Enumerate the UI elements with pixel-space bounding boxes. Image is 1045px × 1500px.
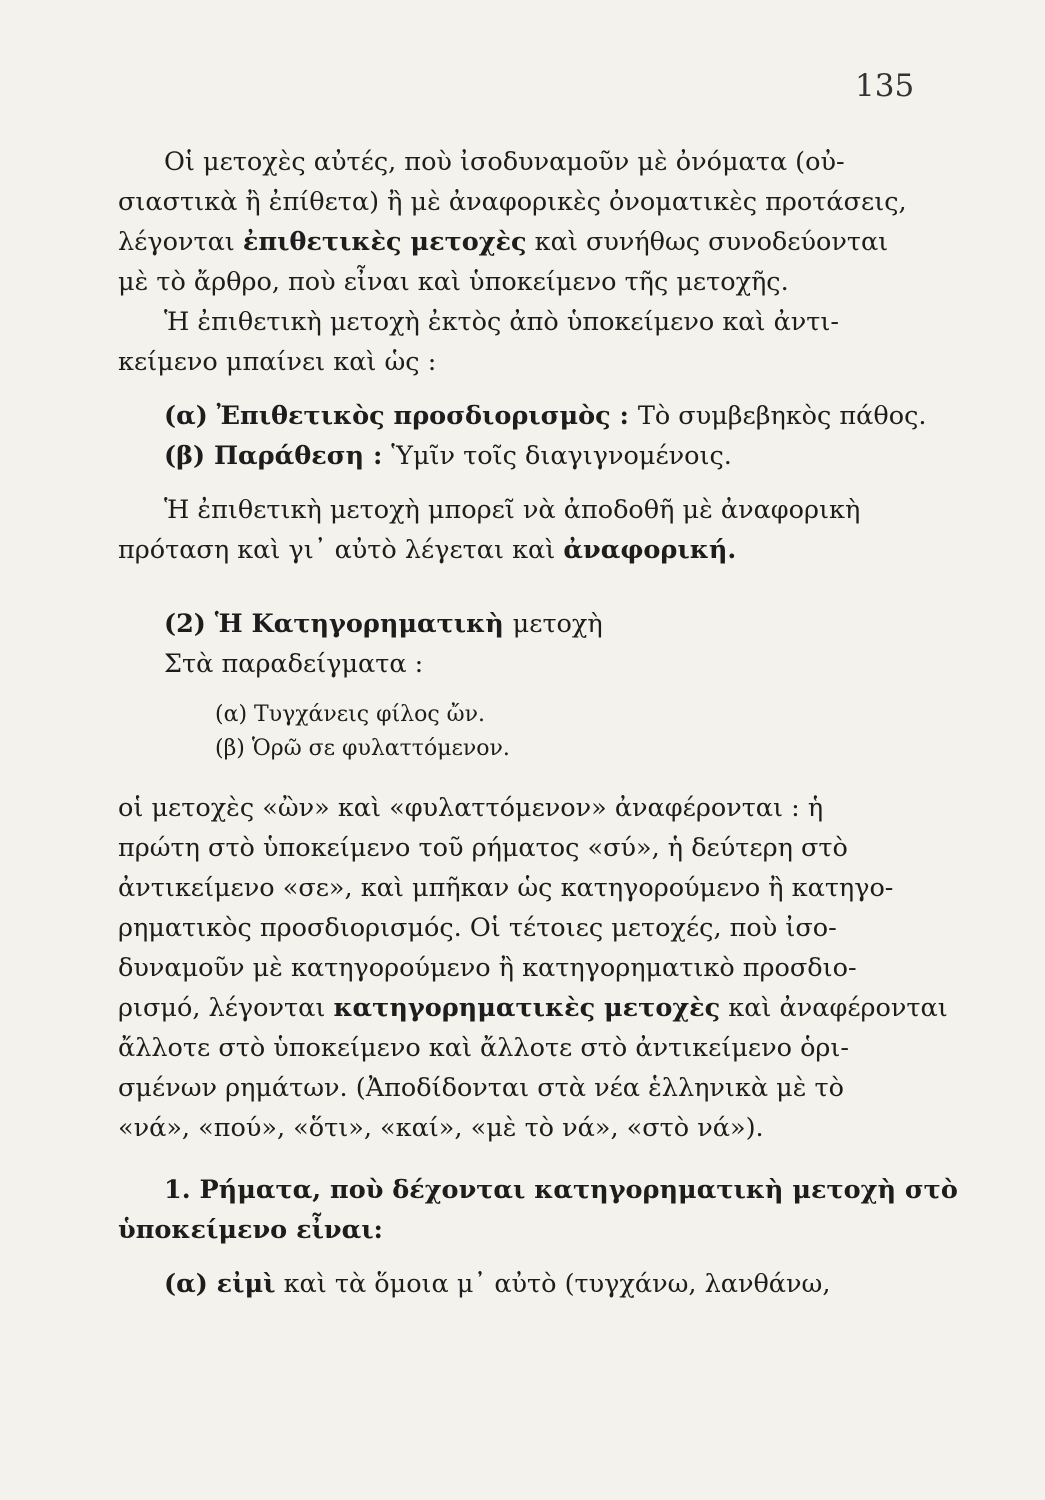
text-line — [118, 868, 930, 908]
example-line — [118, 698, 930, 732]
text-line — [118, 908, 930, 948]
text-line — [118, 1264, 930, 1304]
text-line — [118, 222, 930, 262]
text-span: Ἡ ἐπιθετικὴ μετοχὴ μπορεῖ νὰ ἀποδοθῆ μὲ ἀναφορικὴ — [164, 495, 861, 525]
term-bold: ἀναφορική. — [563, 535, 737, 565]
text-line — [118, 948, 930, 988]
text-span: καὶ ἀναφέρονται — [720, 993, 948, 1023]
text-span: πρώτη στὸ ὑποκείμενο τοῦ ρήματος «σύ», ἡ δεύτερη στὸ — [118, 833, 848, 863]
page-number: 135 — [855, 68, 915, 104]
text-line — [118, 436, 930, 476]
text-line — [118, 262, 930, 302]
text-span: Στὰ παραδείγματα : — [164, 649, 424, 679]
heading-bold: 1. Ρήματα, ποὺ δέχονται κατηγορηματικὴ μετοχὴ στὸ — [164, 1175, 958, 1205]
text-span: ρισμό, λέγονται — [118, 993, 334, 1023]
text-span: λέγονται — [118, 227, 243, 257]
text-line — [118, 788, 930, 828]
text-span: Οἱ μετοχὲς αὐτές, ποὺ ἰσοδυναμοῦν μὲ ὀνόματα (οὐ- — [164, 147, 845, 177]
text-span: Ὑμῖν τοῖς διαγιγνομένοις. — [391, 441, 732, 471]
text-span: καὶ συνήθως συνοδεύονται — [526, 227, 889, 257]
term-bold: κατηγορηματικὲς μετοχὲς — [333, 993, 721, 1023]
example-line — [118, 732, 930, 766]
text-line — [118, 490, 930, 530]
text-span: οἱ μετοχὲς «ὢν» καὶ «φυλαττόμενον» ἀναφέρονται : ἡ — [118, 793, 824, 823]
term-bold: (α) εἰμὶ — [164, 1269, 276, 1299]
text-span: πρόταση καὶ γι᾽ αὐτὸ λέγεται καὶ — [118, 535, 564, 565]
text-span: καὶ τὰ ὅμοια μ᾽ αὐτὸ (τυγχάνω, λανθάνω, — [275, 1269, 831, 1299]
term-bold: (α) Ἐπιθετικὸς προσδιορισμὸς : — [164, 401, 638, 431]
heading-bold: (2) Ἡ Κατηγορηματικὴ — [164, 609, 513, 639]
term-bold: (β) Παράθεση : — [164, 441, 392, 471]
text-span: ἄλλοτε στὸ ὑποκείμενο καὶ ἄλλοτε στὸ ἀντικείμενο ὁρι- — [118, 1033, 850, 1063]
section-heading — [118, 1170, 958, 1210]
text-span: μὲ τὸ ἄρθρο, ποὺ εἶναι καὶ ὑποκείμενο τῆς μετοχῆς. — [118, 267, 789, 297]
text-line — [118, 1068, 930, 1108]
section-heading — [118, 1210, 930, 1250]
text-line — [118, 1028, 930, 1068]
text-span: Ἡ ἐπιθετικὴ μετοχὴ ἐκτὸς ἀπὸ ὑποκείμενο καὶ ἀντι- — [164, 307, 840, 337]
text-span: ἀντικείμενο «σε», καὶ μπῆκαν ὡς κατηγορούμενο ἢ κατηγο- — [118, 873, 894, 903]
heading-text: μετοχὴ — [512, 609, 603, 639]
text-line — [118, 1108, 930, 1148]
text-line — [118, 644, 930, 684]
text-span: (β) Ὁρῶ σε φυλαττόμενον. — [215, 736, 510, 761]
text-span: σμένων ρημάτων. (Ἀποδίδονται στὰ νέα ἑλληνικὰ μὲ τὸ — [118, 1073, 844, 1103]
text-line — [118, 182, 930, 222]
text-span: ρηματικὸς προσδιορισμός. Οἱ τέτοιες μετοχές, ποὺ ἰσο- — [118, 913, 837, 943]
body-text — [118, 142, 958, 1304]
text-line — [118, 142, 930, 182]
text-span: (α) Τυγχάνεις φίλος ὤν. — [215, 702, 485, 727]
text-line — [118, 988, 948, 1028]
text-line — [118, 530, 930, 570]
text-line — [118, 396, 930, 436]
text-span: δυναμοῦν μὲ κατηγορούμενο ἢ κατηγορηματικὸ προσδιο- — [118, 953, 857, 983]
text-span: σιαστικὰ ἢ ἐπίθετα) ἢ μὲ ἀναφορικὲς ὀνοματικὲς προτάσεις, — [118, 187, 907, 217]
text-line — [118, 302, 930, 342]
text-span: «νά», «πού», «ὅτι», «καί», «μὲ τὸ νά», «στὸ νά»). — [118, 1113, 764, 1143]
section-heading — [118, 604, 930, 644]
term-bold: ἐπιθετικὲς μετοχὲς — [242, 227, 527, 257]
text-span: κείμενο μπαίνει καὶ ὡς : — [118, 347, 437, 377]
text-span: Τὸ συμβεβηκὸς πάθος. — [637, 401, 927, 431]
text-line — [118, 828, 930, 868]
heading-bold: ὑποκείμενο εἶναι: — [118, 1215, 383, 1245]
text-line — [118, 342, 930, 382]
